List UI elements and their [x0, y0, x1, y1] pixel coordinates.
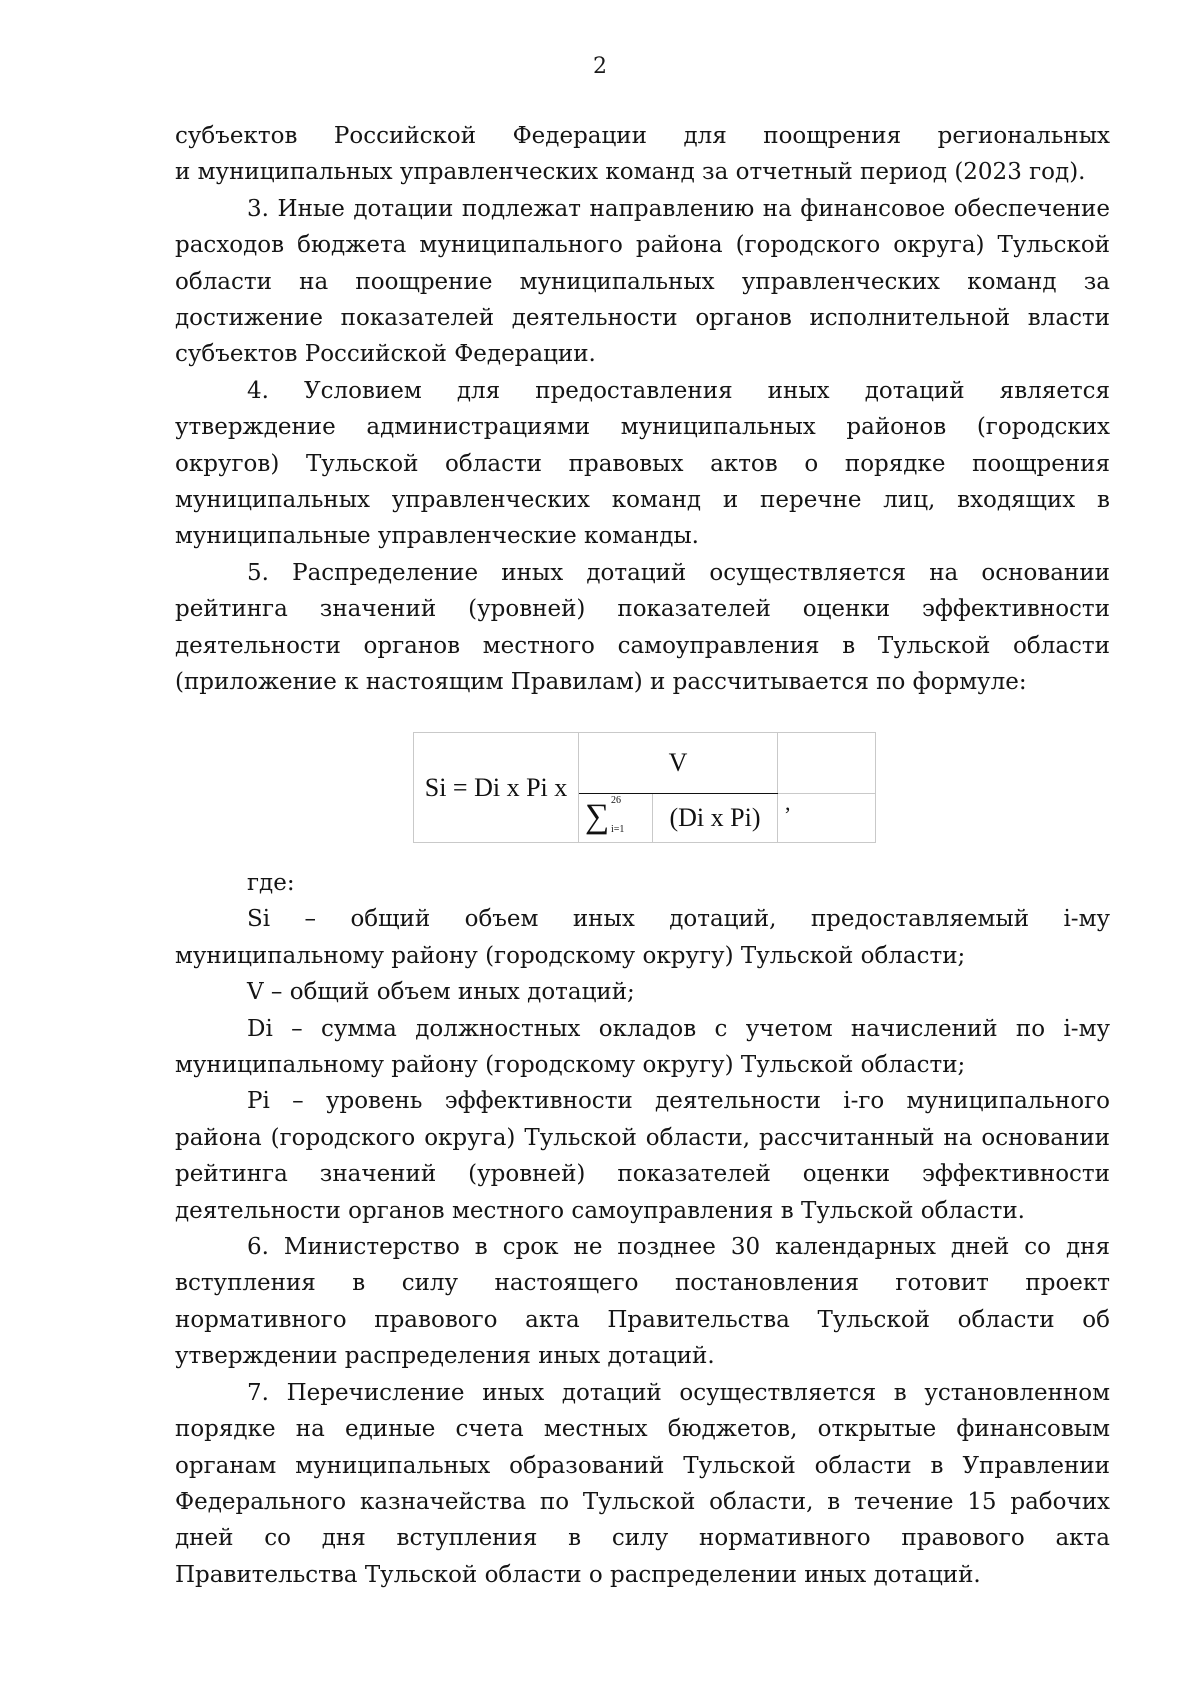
where-label: где: [247, 870, 295, 896]
definition-v: V – общий объем иных дотаций; [247, 979, 635, 1006]
document-body-top [175, 118, 1110, 701]
definition-si: Si – общий объем иных дотаций, предоставляемый i-му муниципальному району (городскому округу) Тульской области; [175, 906, 1110, 969]
paragraph-3: 3. Иные дотации подлежат направлению на финансовое обеспечение расходов бюджета муниципального района (городского округа) Тульской области на поощрение муниципальных управленческих команд за достижение показателей деятельности органов исполнительной власти субъектов Российской Федерации. [175, 195, 1110, 368]
formula-table [413, 732, 876, 841]
formula-numerator: V [579, 733, 778, 794]
paragraph-6: 6. Министерство в срок не позднее 30 календарных дней со дня вступления в силу настоящего постановления готовит проект нормативного правового акта Правительства Тульской области об утверждении распределения иных дотаций. [175, 1234, 1110, 1370]
document-body-bottom [175, 865, 1110, 1593]
sigma-upper-limit: 26 [611, 795, 621, 806]
page-number: 2 [593, 54, 607, 79]
paragraph-continuation-line-2: и муниципальных управленческих команд за отчетный период (2023 год). [175, 159, 1086, 186]
definition-pi: Pi – уровень эффективности деятельности i-го муниципального района (городского округа) Тульской области, рассчитанный на основании рейтинга значений (уровней) показателей оценки эффективности деятельности органов местного самоуправления в Тульской области. [175, 1088, 1110, 1224]
formula-trailing-comma: , [785, 790, 791, 815]
formula-denominator: (Di x Pi) [653, 794, 778, 843]
formula-sigma-cell [579, 794, 653, 843]
formula-empty-cell [778, 794, 876, 843]
paragraph-5: 5. Распределение иных дотаций осуществляется на основании рейтинга значений (уровней) показателей оценки эффективности деятельности органов местного самоуправления в Тульской области (приложение к настоящим Правилам) и рассчитывается по формуле: [175, 559, 1110, 696]
paragraph-7: 7. Перечисление иных дотаций осуществляется в установленном порядке на единые счета местных бюджетов, открытые финансовым органам муниципальных образований Тульской области в Управлении Федерального казначейства по Тульской области, в течение 15 рабочих дней со дня вступления в силу нормативного правового акта Правительства Тульской области о распределении иных дотаций. [175, 1379, 1110, 1588]
formula-left-side: Si = Di x Pi x [414, 733, 579, 843]
paragraph-4: 4. Условием для предоставления иных дотаций является утверждение администрациями муниципальных районов (городских округов) Тульской области правовых актов о порядке поощрения муниципальных управленческих команд и перечне лиц, входящих в муниципальные управленческие команды. [175, 377, 1110, 550]
sigma-lower-limit: i=1 [611, 824, 625, 835]
definition-di: Di – сумма должностных окладов с учетом начислений по i-му муниципальному району (городскому округу) Тульской области; [175, 1015, 1110, 1079]
paragraph-continuation-line-1: субъектов Российской Федерации для поощрения региональных [175, 123, 1110, 149]
formula-empty-cell [778, 733, 876, 794]
sigma-icon: ∑ [585, 798, 610, 835]
